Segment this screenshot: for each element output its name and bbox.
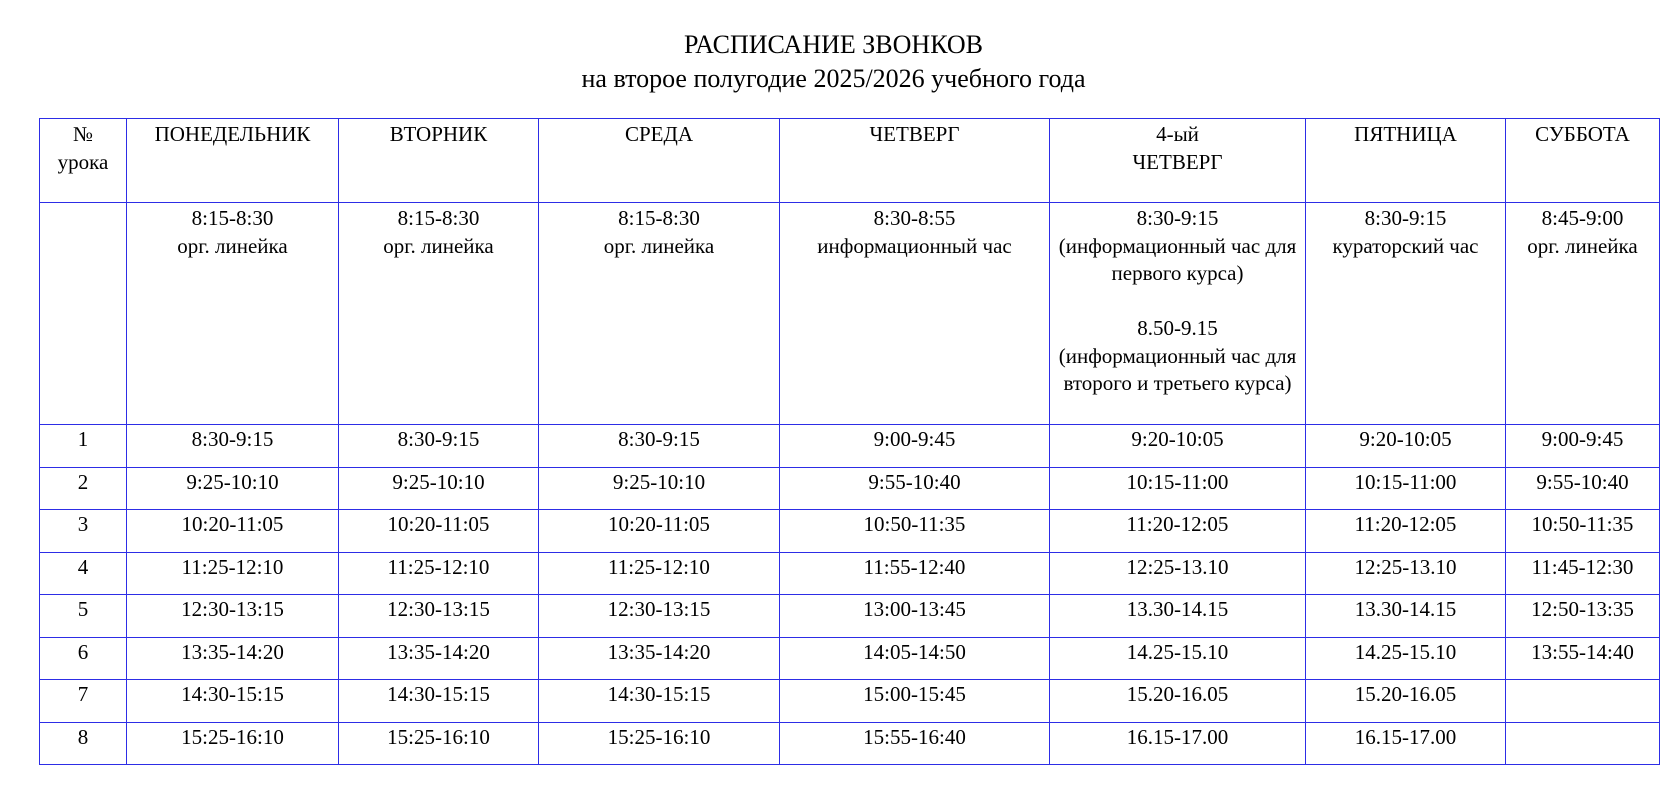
table-cell: 13:55-14:40: [1506, 637, 1660, 680]
column-header-saturday: СУББОТА: [1506, 119, 1660, 203]
table-cell: 9:25-10:10: [127, 467, 339, 510]
table-cell: 16.15-17.00: [1050, 722, 1306, 765]
table-cell: 8:15-8:30 орг. линейка: [127, 203, 339, 425]
lesson-number-cell: 4: [40, 552, 127, 595]
table-cell: 8:30-9:15 кураторский час: [1306, 203, 1506, 425]
table-cell: 12:25-13.10: [1306, 552, 1506, 595]
column-header-monday: ПОНЕДЕЛЬНИК: [127, 119, 339, 203]
table-cell: 12:30-13:15: [539, 595, 780, 638]
table-cell: 13:35-14:20: [539, 637, 780, 680]
table-row: [40, 467, 1660, 510]
table-cell: 15:25-16:10: [539, 722, 780, 765]
table-cell: 9:20-10:05: [1306, 425, 1506, 468]
table-cell: 12:25-13.10: [1050, 552, 1306, 595]
column-header-fourth-thursday: 4-ый ЧЕТВЕРГ: [1050, 119, 1306, 203]
table-cell: 10:15-11:00: [1050, 467, 1306, 510]
table-cell: 8:15-8:30 орг. линейка: [339, 203, 539, 425]
table-cell: [1506, 680, 1660, 723]
table-row: [40, 425, 1660, 468]
table-cell: 10:20-11:05: [127, 510, 339, 553]
table-cell: 8:30-9:15: [539, 425, 780, 468]
table-cell: 15:00-15:45: [780, 680, 1050, 723]
lesson-number-cell: 8: [40, 722, 127, 765]
table-cell: 13.30-14.15: [1306, 595, 1506, 638]
table-cell: 15:55-16:40: [780, 722, 1050, 765]
table-cell: 8:30-9:15 (информационный час для первого курса) 8.50-9.15 (информационный час для второго и третьего курса): [1050, 203, 1306, 425]
table-cell: 9:55-10:40: [780, 467, 1050, 510]
page-subtitle: на второе полугодие 2025/2026 учебного года: [581, 64, 1086, 93]
column-header-thursday: ЧЕТВЕРГ: [780, 119, 1050, 203]
table-row: [40, 595, 1660, 638]
lesson-number-cell: 7: [40, 680, 127, 723]
table-cell: 14:30-15:15: [127, 680, 339, 723]
table-cell: 14:30-15:15: [339, 680, 539, 723]
table-cell: 8:45-9:00 орг. линейка: [1506, 203, 1660, 425]
column-header-tuesday: ВТОРНИК: [339, 119, 539, 203]
table-cell: 8:30-8:55 информационный час: [780, 203, 1050, 425]
table-cell: 13.30-14.15: [1050, 595, 1306, 638]
table-cell: 11:20-12:05: [1050, 510, 1306, 553]
table-cell: 9:25-10:10: [539, 467, 780, 510]
table-cell: 13:35-14:20: [127, 637, 339, 680]
table-cell: 10:50-11:35: [1506, 510, 1660, 553]
table-cell: 16.15-17.00: [1306, 722, 1506, 765]
table-cell: 9:20-10:05: [1050, 425, 1306, 468]
table-cell: 12:50-13:35: [1506, 595, 1660, 638]
header-row: [40, 119, 1660, 203]
table-cell: 12:30-13:15: [127, 595, 339, 638]
table-cell: [1506, 722, 1660, 765]
table-cell: 8:15-8:30 орг. линейка: [539, 203, 780, 425]
table-cell: 11:25-12:10: [127, 552, 339, 595]
table-row: [40, 552, 1660, 595]
table-cell: 9:00-9:45: [780, 425, 1050, 468]
bell-schedule-table: [39, 118, 1660, 765]
table-cell: 11:55-12:40: [780, 552, 1050, 595]
table-cell: 10:15-11:00: [1306, 467, 1506, 510]
table-cell: 14.25-15.10: [1306, 637, 1506, 680]
table-cell: 12:30-13:15: [339, 595, 539, 638]
column-header-wednesday: СРЕДА: [539, 119, 780, 203]
page-header: [0, 28, 1667, 96]
table-cell: 11:20-12:05: [1306, 510, 1506, 553]
table-cell: 15.20-16.05: [1050, 680, 1306, 723]
table-row: [40, 680, 1660, 723]
table-cell: 14.25-15.10: [1050, 637, 1306, 680]
table-cell: 8:30-9:15: [127, 425, 339, 468]
table-cell: 9:25-10:10: [339, 467, 539, 510]
table-cell: 9:55-10:40: [1506, 467, 1660, 510]
table-cell: 13:35-14:20: [339, 637, 539, 680]
page-title: РАСПИСАНИЕ ЗВОНКОВ: [684, 30, 983, 59]
morning-activities-row: [40, 203, 1660, 425]
table-cell: 9:00-9:45: [1506, 425, 1660, 468]
table-cell: [40, 203, 127, 425]
table-cell: 10:20-11:05: [539, 510, 780, 553]
table-cell: 15.20-16.05: [1306, 680, 1506, 723]
table-cell: 11:25-12:10: [339, 552, 539, 595]
column-header-friday: ПЯТНИЦА: [1306, 119, 1506, 203]
table-cell: 13:00-13:45: [780, 595, 1050, 638]
table-row: [40, 637, 1660, 680]
lesson-number-cell: 6: [40, 637, 127, 680]
table-cell: 14:30-15:15: [539, 680, 780, 723]
lesson-number-cell: 2: [40, 467, 127, 510]
table-cell: 15:25-16:10: [127, 722, 339, 765]
table-cell: 14:05-14:50: [780, 637, 1050, 680]
table-cell: 8:30-9:15: [339, 425, 539, 468]
table-cell: 11:45-12:30: [1506, 552, 1660, 595]
lesson-number-cell: 3: [40, 510, 127, 553]
table-row: [40, 722, 1660, 765]
table-row: [40, 510, 1660, 553]
table-cell: 11:25-12:10: [539, 552, 780, 595]
lesson-number-cell: 1: [40, 425, 127, 468]
table-cell: 15:25-16:10: [339, 722, 539, 765]
table-cell: 10:50-11:35: [780, 510, 1050, 553]
lesson-number-cell: 5: [40, 595, 127, 638]
column-header-lesson-number: № урока: [40, 119, 127, 203]
table-cell: 10:20-11:05: [339, 510, 539, 553]
